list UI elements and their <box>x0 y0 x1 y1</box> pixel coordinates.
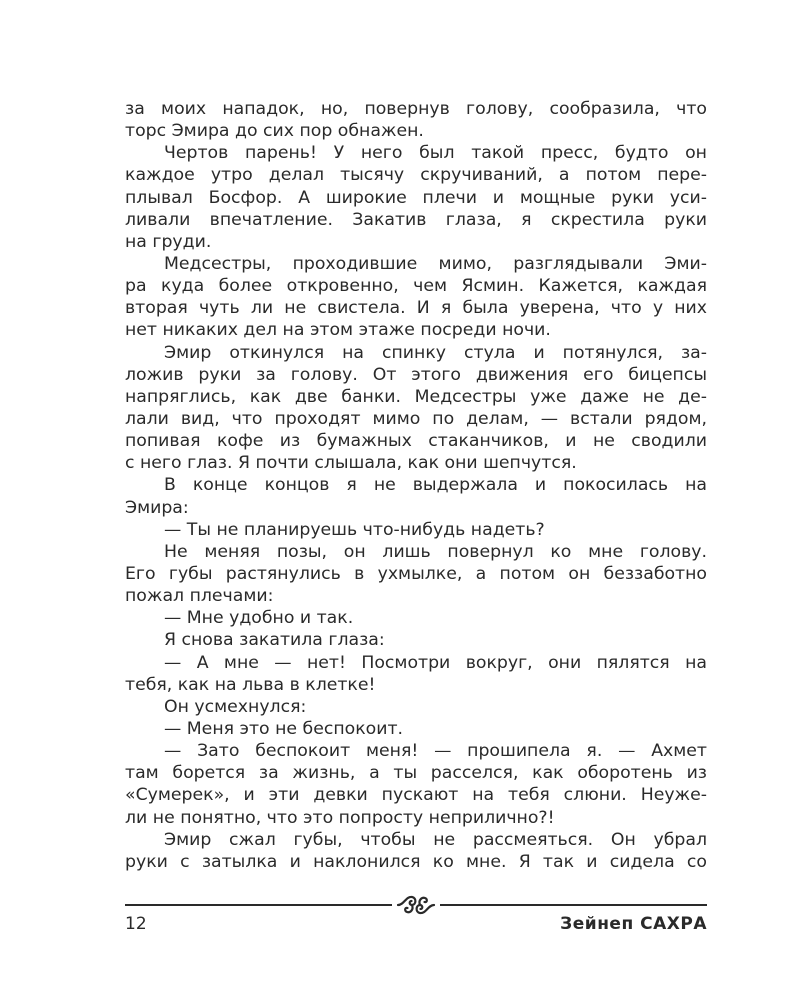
page-body-text <box>125 98 707 873</box>
text-line: Эмир откинулся на спинку стула и потянулся, за- <box>164 342 707 363</box>
text-line: плывал Босфор. А широкие плечи и мощные руки уси- <box>125 187 707 208</box>
text-line: нет никаких дел на этом этаже посреди ночи. <box>125 320 551 341</box>
text-line: напряглись, как две банки. Медсестры уже даже не де- <box>125 386 707 407</box>
text-line: за моих нападок, но, повернув голову, сообразила, что <box>125 99 707 119</box>
text-line: лали вид, что проходят мимо по делам, — встали рядом, <box>125 408 707 429</box>
text-line: Не меняя позы, он лишь повернул ко мне голову. <box>164 541 707 562</box>
text-line: — Меня это не беспокоит. <box>164 718 404 739</box>
text-line: — Ты не планируешь что-нибудь надеть? <box>164 519 545 540</box>
text-line: каждое утро делал тысячу скручиваний, а потом пере- <box>125 165 707 186</box>
text-line: попивая кофе из бумажных стаканчиков, и не сводили <box>125 431 707 452</box>
text-line: руки с затылка и наклонился ко мне. Я так и сидела со <box>125 851 707 872</box>
text-line: ра куда более откровенно, чем Ясмин. Кажется, каждая <box>125 276 707 297</box>
text-line: тебя, как на льва в клетке! <box>125 674 376 695</box>
text-line: Медсестры, проходившие мимо, разглядывали Эми- <box>164 253 707 274</box>
text-line: ложив руки за голову. От этого движения его бицепсы <box>125 364 707 385</box>
text-line: на груди. <box>125 231 212 252</box>
divider-rule-left <box>125 904 392 906</box>
text-line: ли не понятно, что это попросту неприлично?! <box>125 807 555 828</box>
text-line: В конце концов я не выдержала и покосилась на <box>164 475 707 496</box>
divider-rule-right <box>440 904 707 906</box>
scroll-ornament-icon <box>396 892 436 918</box>
text-line: Его губы растянулись в ухмылке, а потом он беззаботно <box>125 563 707 584</box>
page-number: 12 <box>125 914 147 934</box>
text-line: вторая чуть ли не свистела. И я была уверена, что у них <box>125 298 707 319</box>
text-line: ливали впечатление. Закатив глаза, я скрестила руки <box>125 209 707 230</box>
text-line: с него глаз. Я почти слышала, как они шепчутся. <box>125 453 577 474</box>
text-line: пожал плечами: <box>125 586 274 607</box>
text-line: Я снова закатила глаза: <box>164 630 385 651</box>
text-line: Чертов парень! У него был такой пресс, будто он <box>164 143 707 164</box>
running-head-author: Зейнеп САХРА <box>560 914 707 934</box>
text-line: Эмир сжал губы, чтобы не рассмеяться. Он убрал <box>164 829 707 850</box>
text-line: — Зато беспокоит меня! — прошипела я. — Ахмет <box>164 741 707 762</box>
text-line: «Сумерек», и эти девки пускают на тебя слюни. Неуже- <box>125 785 707 806</box>
text-line: — А мне — нет! Посмотри вокруг, они пялятся на <box>164 652 707 673</box>
text-line: — Мне удобно и так. <box>164 608 354 629</box>
text-line: там борется за жизнь, а ты расселся, как оборотень из <box>125 763 707 784</box>
text-line: торс Эмира до сих пор обнажен. <box>125 121 424 142</box>
text-line: Он усмехнулся: <box>164 696 307 717</box>
text-line: Эмира: <box>125 497 189 518</box>
